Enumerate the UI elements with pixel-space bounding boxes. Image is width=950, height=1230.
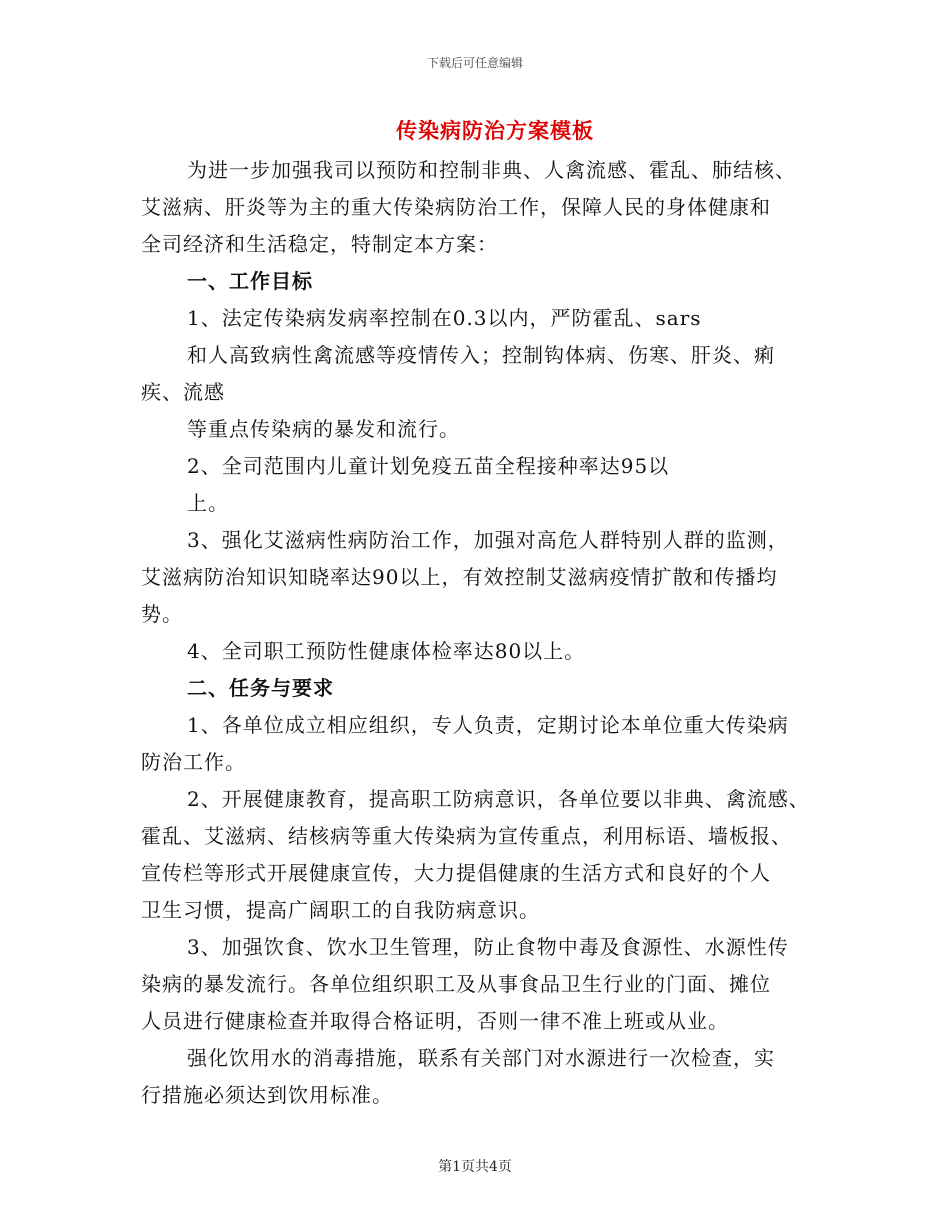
- paragraph-line: 强化饮用水的消毒措施，联系有关部门对水源进行一次检查，实: [187, 1046, 775, 1070]
- paragraph-line: 防治工作。: [141, 750, 246, 774]
- paragraph-line: 2、开展健康教育，提高职工防病意识，各单位要以非典、禽流感、: [187, 787, 810, 811]
- paragraph-line: 为进一步加强我司以预防和控制非典、人禽流感、霍乱、肺结核、: [187, 158, 796, 182]
- paragraph-line: 1、各单位成立相应组织，专人负责，定期讨论本单位重大传染病: [187, 713, 789, 737]
- paragraph-line: 艾滋病、肝炎等为主的重大传染病防治工作，保障人民的身体健康和: [141, 195, 771, 219]
- paragraph-line: 艾滋病防治知识知晓率达90以上，有效控制艾滋病疫情扩散和传播均: [141, 565, 778, 589]
- paragraph-line: 3、加强饮食、饮水卫生管理，防止食物中毒及食源性、水源性传: [187, 935, 789, 959]
- section-heading: 一、工作目标: [187, 269, 313, 293]
- paragraph-line: 1、法定传染病发病率控制在0.3以内，严防霍乱、sars: [187, 306, 702, 330]
- page-footer: 第1页共4页: [438, 1159, 512, 1175]
- section-heading: 二、任务与要求: [187, 676, 334, 700]
- paragraph-line: 染病的暴发流行。各单位组织职工及从事食品卫生行业的门面、摊位: [141, 972, 771, 996]
- paragraph-line: 等重点传染病的暴发和流行。: [187, 417, 460, 441]
- page-header: 下载后可任意编辑: [426, 56, 523, 70]
- paragraph-line: 4、全司职工预防性健康体检率达80以上。: [187, 639, 586, 663]
- paragraph-line: 行措施必须达到饮用标准。: [141, 1083, 393, 1107]
- paragraph-line: 势。: [141, 602, 183, 626]
- paragraph-line: 全司经济和生活稳定，特制定本方案：: [141, 232, 498, 256]
- document-title: 传染病防治方案模板: [396, 118, 594, 143]
- paragraph-line: 霍乱、艾滋病、结核病等重大传染病为宣传重点，利用标语、墙板报、: [141, 824, 792, 848]
- paragraph-line: 人员进行健康检查并取得合格证明，否则一律不准上班或从业。: [141, 1009, 729, 1033]
- paragraph-line: 疾、流感: [141, 380, 225, 404]
- paragraph-line: 宣传栏等形式开展健康宣传，大力提倡健康的生活方式和良好的个人: [141, 861, 771, 885]
- paragraph-line: 2、全司范围内儿童计划免疫五苗全程接种率达95以: [187, 454, 670, 478]
- paragraph-line: 上。: [187, 491, 229, 515]
- paragraph-line: 和人高致病性禽流感等疫情传入；控制钩体病、伤寒、肝炎、痢: [187, 343, 775, 367]
- paragraph-line: 3、强化艾滋病性病防治工作，加强对高危人群特别人群的监测，: [187, 528, 789, 552]
- paragraph-line: 卫生习惯，提高广阔职工的自我防病意识。: [141, 898, 540, 922]
